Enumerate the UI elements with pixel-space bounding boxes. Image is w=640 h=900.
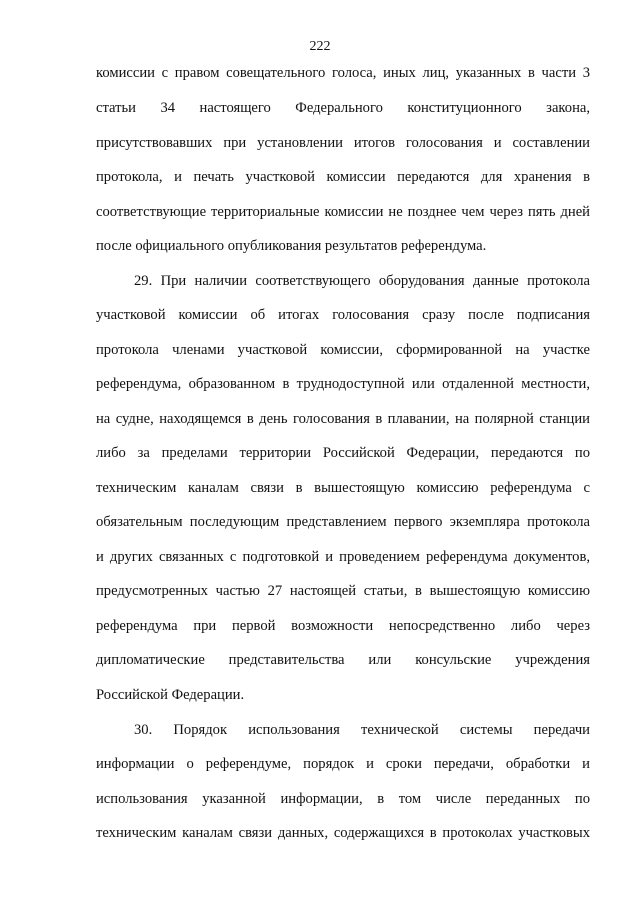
text-line: протокола членами участковой комиссии, сформированной на участке bbox=[96, 342, 590, 358]
text-line: участковой комиссии об итогах голосования сразу после подписания bbox=[96, 307, 590, 323]
text-line: информации о референдуме, порядок и сроки передачи, обработки и bbox=[96, 756, 590, 772]
text-line: предусмотренных частью 27 настоящей статьи, в вышестоящую комиссию bbox=[96, 583, 590, 599]
text-line: использования указанной информации, в том числе переданных по bbox=[96, 791, 590, 807]
text-line: присутствовавших при установлении итогов голосования и составлении bbox=[96, 135, 590, 151]
paragraph-30-first-line: 30. Порядок использования технической системы передачи bbox=[134, 722, 590, 738]
paragraph-29-first-line: 29. При наличии соответствующего оборудования данные протокола bbox=[134, 273, 590, 289]
text-line: на судне, находящемся в день голосования в плавании, на полярной станции bbox=[96, 411, 590, 427]
text-line: статьи 34 настоящего Федерального конституционного закона, bbox=[96, 100, 590, 116]
text-line: и других связанных с подготовкой и проведением референдума документов, bbox=[96, 549, 590, 565]
page-number: 222 bbox=[309, 39, 331, 54]
text-line: комиссии с правом совещательного голоса, иных лиц, указанных в части 3 bbox=[96, 65, 590, 81]
text-line: техническим каналам связи данных, содержащихся в протоколах участковых bbox=[96, 825, 590, 841]
text-line: дипломатические представительства или консульские учреждения bbox=[96, 652, 590, 668]
text-line: Российской Федерации. bbox=[96, 687, 245, 703]
text-line: после официального опубликования результатов референдума. bbox=[96, 238, 487, 254]
text-line: техническим каналам связи в вышестоящую комиссию референдума с bbox=[96, 480, 590, 496]
text-line: референдума, образованном в труднодоступной или отдаленной местности, bbox=[96, 376, 590, 392]
text-line: протокола, и печать участковой комиссии передаются для хранения в bbox=[96, 169, 590, 185]
text-line: либо за пределами территории Российской Федерации, передаются по bbox=[96, 445, 590, 461]
text-line: обязательным последующим представлением первого экземпляра протокола bbox=[96, 514, 590, 530]
text-line: соответствующие территориальные комиссии не позднее чем через пять дней bbox=[96, 204, 590, 220]
text-line: референдума при первой возможности непосредственно либо через bbox=[96, 618, 590, 634]
